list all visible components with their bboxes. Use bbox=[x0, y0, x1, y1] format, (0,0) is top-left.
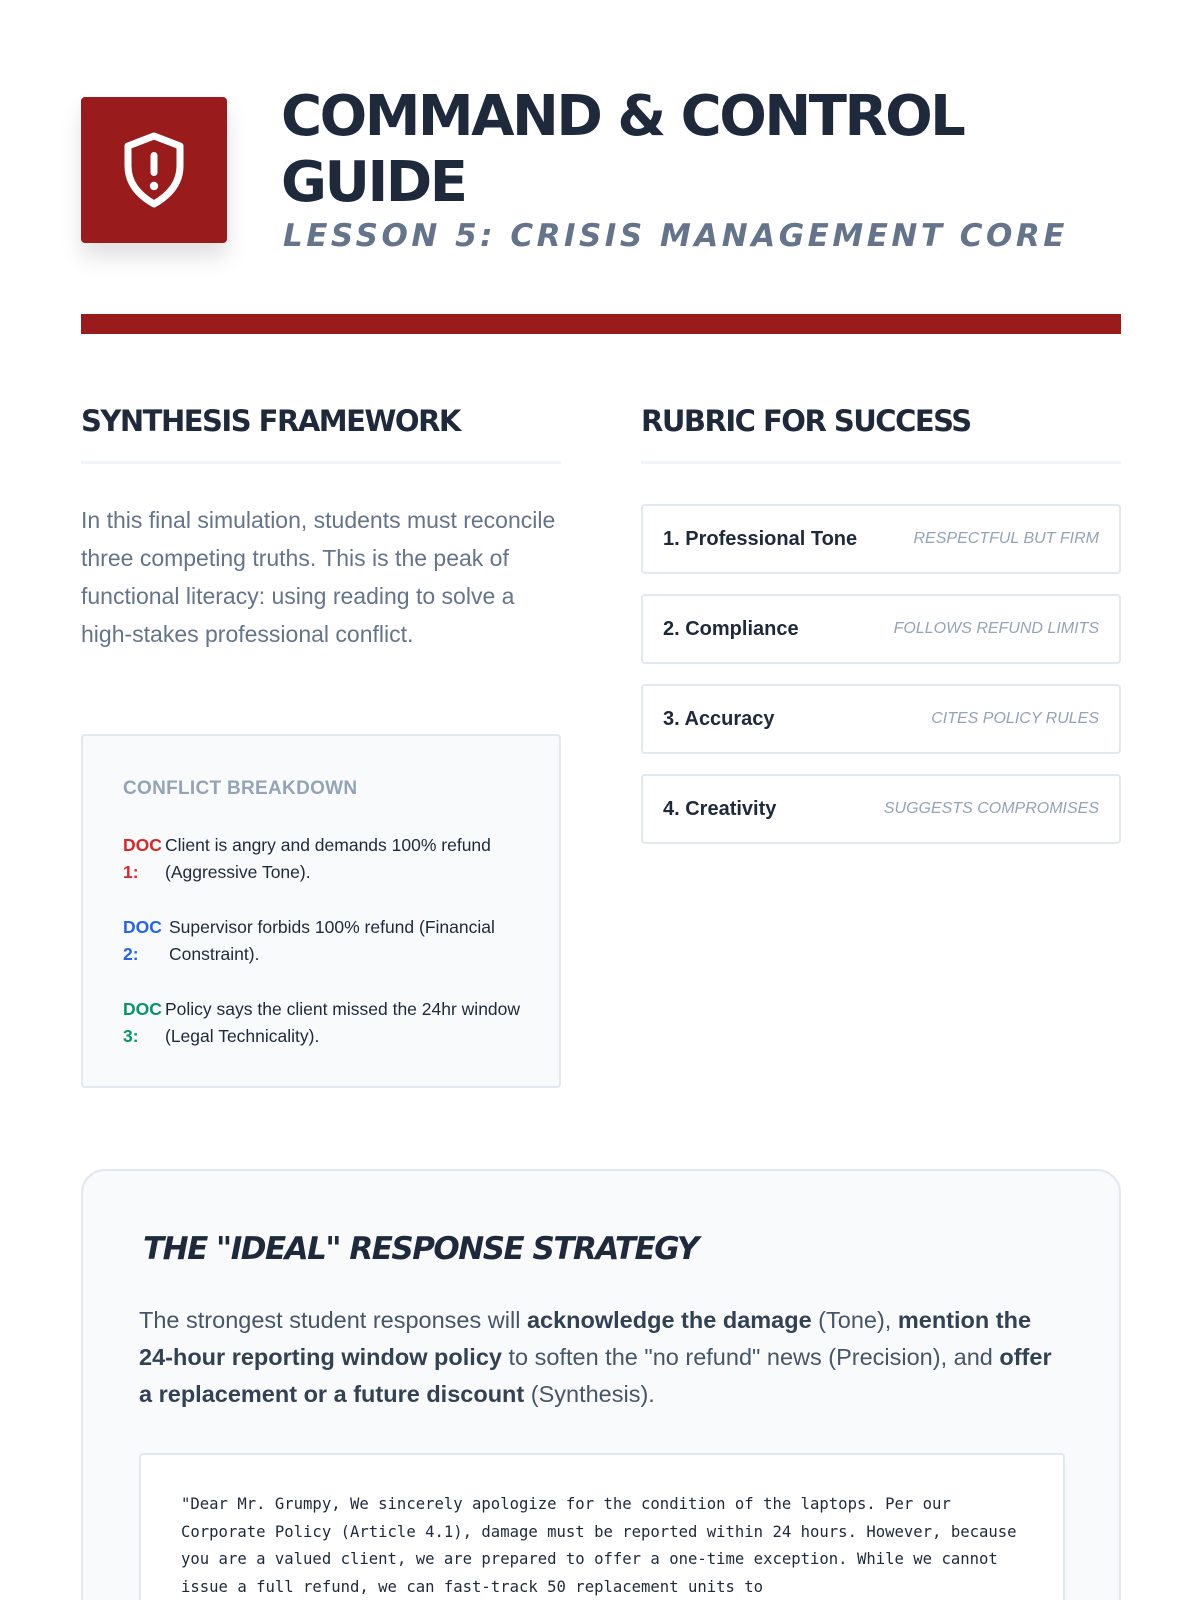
strategy-title: THE "IDEAL" RESPONSE STRATEGY bbox=[143, 1231, 698, 1267]
rubric-item-name: 1. Professional Tone bbox=[663, 527, 858, 550]
doc-text: Supervisor forbids 100% refund (Financial Constraint). bbox=[169, 917, 495, 964]
rubric-heading-rule bbox=[641, 461, 1121, 464]
synthesis-heading-rule bbox=[81, 461, 561, 464]
rubric-item-note: RESPECTFUL BUT FIRM bbox=[913, 530, 1099, 547]
strategy-text-part: (Synthesis). bbox=[524, 1381, 655, 1407]
doc-item-1 bbox=[123, 832, 523, 886]
rubric-item-note: CITES POLICY RULES bbox=[931, 710, 1099, 727]
doc-label: DOC 3: bbox=[123, 999, 162, 1046]
doc-label: DOC 2: bbox=[123, 917, 162, 964]
ideal-response-strategy-panel bbox=[81, 1169, 1121, 1600]
synthesis-intro: In this final simulation, students must reconcile three competing truths. This is the peak of functional literacy: using reading to solve a high-stakes professional conflict. bbox=[81, 507, 556, 647]
synthesis-heading: SYNTHESIS FRAMEWORK bbox=[81, 404, 460, 438]
page-title bbox=[281, 84, 1101, 216]
strategy-text-part: The strongest student responses will bbox=[139, 1307, 527, 1333]
rubric-heading: RUBRIC FOR SUCCESS bbox=[641, 404, 971, 438]
conflict-breakdown-title: CONFLICT BREAKDOWN bbox=[123, 778, 358, 799]
rubric-item-name: 4. Creativity bbox=[663, 797, 777, 820]
rubric-item-professional-tone bbox=[641, 504, 1121, 574]
doc-label: DOC 1: bbox=[123, 835, 162, 882]
header-divider bbox=[81, 314, 1121, 334]
strategy-highlight-synthesis: offer a replacement or a future discount bbox=[139, 1344, 1052, 1407]
title-line-2: GUIDE bbox=[281, 150, 466, 215]
page-subtitle: LESSON 5: CRISIS MANAGEMENT CORE bbox=[283, 218, 1068, 254]
rubric-item-name: 3. Accuracy bbox=[663, 707, 775, 730]
rubric-item-accuracy bbox=[641, 684, 1121, 754]
page-header bbox=[81, 84, 1121, 254]
strategy-highlight-precision: mention the 24-hour reporting window policy bbox=[139, 1307, 1032, 1370]
doc-item-3 bbox=[123, 996, 523, 1050]
shield-alert-icon bbox=[122, 132, 186, 208]
strategy-text-part: (Tone), bbox=[811, 1307, 898, 1333]
doc-text: Client is angry and demands 100% refund (Aggressive Tone). bbox=[165, 835, 491, 882]
rubric-item-note: SUGGESTS COMPROMISES bbox=[883, 800, 1099, 817]
doc-item-2 bbox=[123, 914, 523, 968]
title-line-1: COMMAND & CONTROL bbox=[281, 84, 964, 149]
rubric-item-note: FOLLOWS REFUND LIMITS bbox=[893, 620, 1099, 637]
rubric-item-name: 2. Compliance bbox=[663, 617, 799, 640]
sample-letter-box bbox=[139, 1453, 1065, 1600]
rubric-item-creativity bbox=[641, 774, 1121, 844]
conflict-breakdown-box bbox=[81, 734, 561, 1088]
strategy-highlight-tone: acknowledge the damage bbox=[526, 1307, 812, 1333]
sample-letter-text: "Dear Mr. Grumpy, We sincerely apologize for the condition of the laptops. Per our Corporate Policy (Article 4.1), damage must be reported within 24 hours. However, because you are a valued client, we are prepared to offer a one-time exception. While we cannot issue a full refund, we can fast-track 50 replacement units to bbox=[181, 1495, 1017, 1596]
logo-badge bbox=[81, 97, 227, 243]
strategy-text-part: to soften the "no refund" news (Precision), and bbox=[501, 1344, 1000, 1370]
rubric-item-compliance bbox=[641, 594, 1121, 664]
strategy-description bbox=[139, 1302, 1059, 1413]
doc-text: Policy says the client missed the 24hr window (Legal Technicality). bbox=[165, 999, 521, 1046]
